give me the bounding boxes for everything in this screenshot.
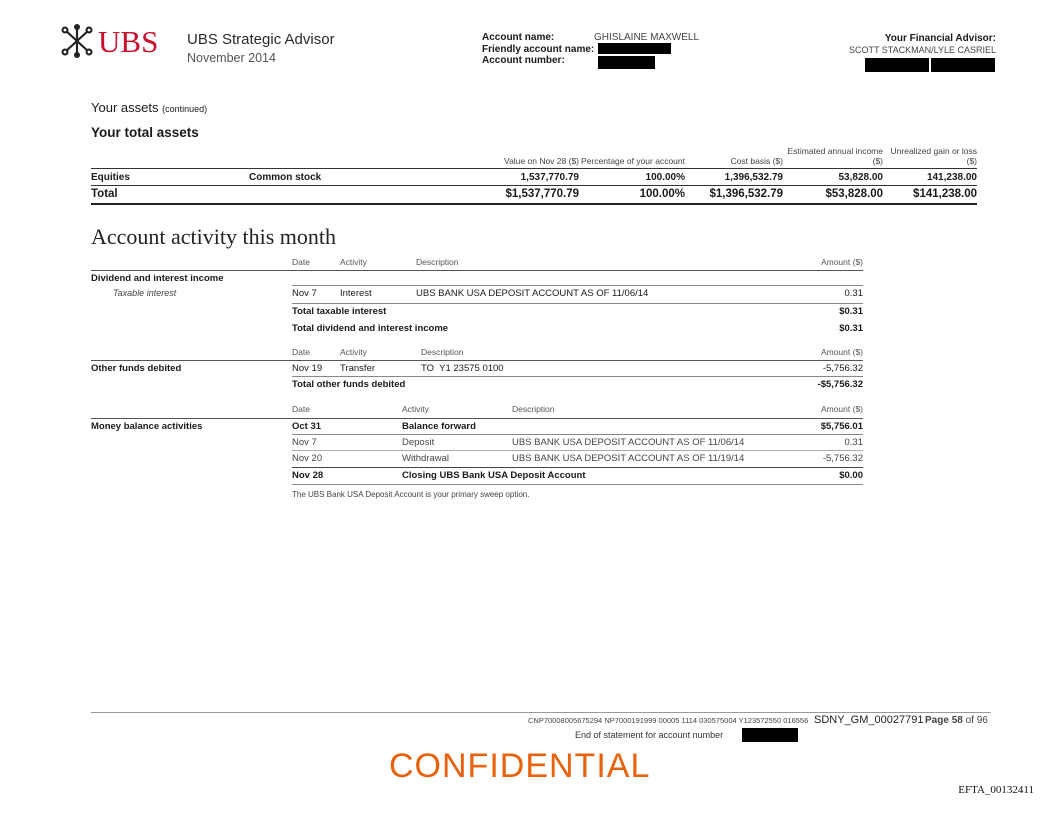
- ubs-logo: [59, 24, 158, 58]
- row-activity: Withdrawal: [402, 453, 449, 464]
- col-percent: Percentage of your account: [579, 146, 685, 169]
- row-date: Nov 20: [292, 453, 323, 464]
- row-date: Nov 7: [292, 288, 317, 299]
- continued-label: (continued): [162, 104, 208, 114]
- redaction-box: [742, 728, 798, 742]
- total-gain: $141,238.00: [883, 186, 977, 205]
- col-amount: Amount ($): [820, 347, 863, 357]
- advisor-label: Your Financial Advisor:: [884, 33, 996, 44]
- col-description: Description: [512, 404, 555, 414]
- account-number-label: Account number:: [482, 55, 565, 66]
- advisor-name: SCOTT STACKMAN/LYLE CASRIEL: [848, 45, 996, 55]
- col-amount: Amount ($): [820, 257, 863, 267]
- gain: 141,238.00: [883, 169, 977, 186]
- activity-title: Account activity this month: [91, 224, 337, 249]
- asset-type: Common stock: [249, 169, 394, 186]
- brand-block: [187, 31, 335, 65]
- divider: [292, 376, 863, 377]
- row-description: UBS BANK USA DEPOSIT ACCOUNT AS OF 11/06/14: [416, 288, 649, 299]
- end-of-statement: End of statement for account number: [575, 730, 724, 740]
- total-funds-label: Total other funds debited: [292, 379, 406, 390]
- total-row: [91, 186, 977, 205]
- divider: [91, 360, 863, 361]
- total-assets-title: Your total assets: [91, 125, 199, 140]
- footer-codes: CNP70008005675294 NP7000191999 00005 1114 030575004 Y123572550 016556: [528, 716, 809, 725]
- category: Equities: [91, 169, 249, 186]
- confidential-stamp: CONFIDENTIAL: [389, 747, 651, 785]
- col-cost: Cost basis ($): [685, 146, 783, 169]
- col-amount: Amount ($): [820, 404, 863, 414]
- footer-rule: [91, 712, 991, 713]
- divider: [292, 434, 863, 435]
- ubs-keys-icon: [59, 24, 95, 58]
- col-activity: Activity: [340, 347, 367, 357]
- col-activity: Activity: [402, 404, 429, 414]
- col-description: Description: [416, 257, 459, 267]
- friendly-account-label: Friendly account name:: [482, 43, 595, 55]
- total-taxable-amount: $0.31: [839, 306, 863, 317]
- your-assets-label: Your assets: [91, 100, 159, 115]
- taxable-interest-label: Taxable interest: [113, 288, 177, 298]
- divider: [292, 303, 863, 304]
- efta-number: EFTA_00132411: [958, 784, 1034, 796]
- divider: [91, 418, 863, 419]
- total-dividend-amount: $0.31: [839, 323, 863, 334]
- col-income: Estimated annual income ($): [783, 146, 883, 169]
- row-date: Nov 28: [292, 470, 324, 481]
- row-amount: -5,756.32: [822, 363, 863, 374]
- col-gain: Unrealized gain or loss ($): [883, 146, 977, 169]
- col-activity: Activity: [340, 257, 367, 267]
- account-labels: [482, 32, 594, 67]
- row-activity: Transfer: [340, 363, 376, 374]
- divider: [292, 484, 863, 485]
- table-row: [91, 169, 977, 186]
- cost: 1,396,532.79: [685, 169, 783, 186]
- divider: [292, 467, 863, 468]
- logo-text: UBS: [98, 23, 159, 59]
- page-label: Page: [925, 715, 949, 726]
- total-income: $53,828.00: [783, 186, 883, 205]
- row-activity: Deposit: [402, 437, 435, 448]
- col-date: Date: [292, 404, 310, 414]
- total-percent: 100.00%: [579, 186, 685, 205]
- col-date: Date: [292, 347, 310, 357]
- total-taxable-label: Total taxable interest: [292, 306, 387, 317]
- row-amount: 0.31: [844, 288, 863, 299]
- value: 1,537,770.79: [394, 169, 579, 186]
- page-current: 58: [951, 715, 963, 726]
- row-activity: Interest: [340, 288, 372, 299]
- redaction-box: [598, 56, 655, 69]
- redaction-box: [931, 58, 995, 72]
- row-description: TO Y1 23575 0100: [421, 363, 504, 374]
- page-total: of 96: [965, 715, 988, 726]
- funds-label: Other funds debited: [91, 363, 182, 374]
- page-number: [925, 715, 988, 726]
- assets-table: [91, 146, 977, 205]
- row-date: Nov 7: [292, 437, 317, 448]
- divider: [91, 270, 863, 271]
- divider: [292, 285, 863, 286]
- divider: [292, 450, 863, 451]
- dividend-label: Dividend and interest income: [91, 273, 224, 284]
- percent: 100.00%: [579, 169, 685, 186]
- row-description: UBS BANK USA DEPOSIT ACCOUNT AS OF 11/19/14: [512, 453, 745, 464]
- assets-header-row: [91, 146, 977, 169]
- row-activity: Closing UBS Bank USA Deposit Account: [402, 470, 586, 481]
- section-subtitle: [91, 100, 207, 115]
- brand-title: UBS Strategic Advisor: [187, 31, 335, 48]
- bates-number: SDNY_GM_00027791: [814, 714, 924, 726]
- col-value: Value on Nov 28 ($): [394, 146, 579, 169]
- total-funds-amount: -$5,756.32: [817, 379, 863, 390]
- total-dividend-label: Total dividend and interest income: [292, 323, 449, 334]
- redaction-box: [598, 43, 671, 54]
- account-name-label: Account name:: [482, 32, 555, 43]
- row-date: Nov 19: [292, 363, 323, 374]
- total-value: $1,537,770.79: [394, 186, 579, 205]
- row-amount: 0.31: [844, 437, 863, 448]
- statement-month: November 2014: [187, 51, 276, 65]
- total-label: Total: [91, 186, 249, 205]
- row-amount: $5,756.01: [820, 421, 863, 432]
- row-description: UBS BANK USA DEPOSIT ACCOUNT AS OF 11/06/14: [512, 437, 745, 448]
- account-name-value: GHISLAINE MAXWELL: [594, 32, 700, 43]
- row-activity: Balance forward: [402, 421, 476, 432]
- row-date: Oct 31: [292, 421, 322, 432]
- total-cost: $1,396,532.79: [685, 186, 783, 205]
- money-balance-label: Money balance activities: [91, 421, 203, 432]
- row-amount: $0.00: [839, 470, 863, 481]
- redaction-box: [865, 58, 929, 72]
- row-amount: -5,756.32: [822, 453, 863, 464]
- income: 53,828.00: [783, 169, 883, 186]
- col-date: Date: [292, 257, 310, 267]
- col-description: Description: [421, 347, 464, 357]
- sweep-note: The UBS Bank USA Deposit Account is your primary sweep option.: [292, 490, 530, 499]
